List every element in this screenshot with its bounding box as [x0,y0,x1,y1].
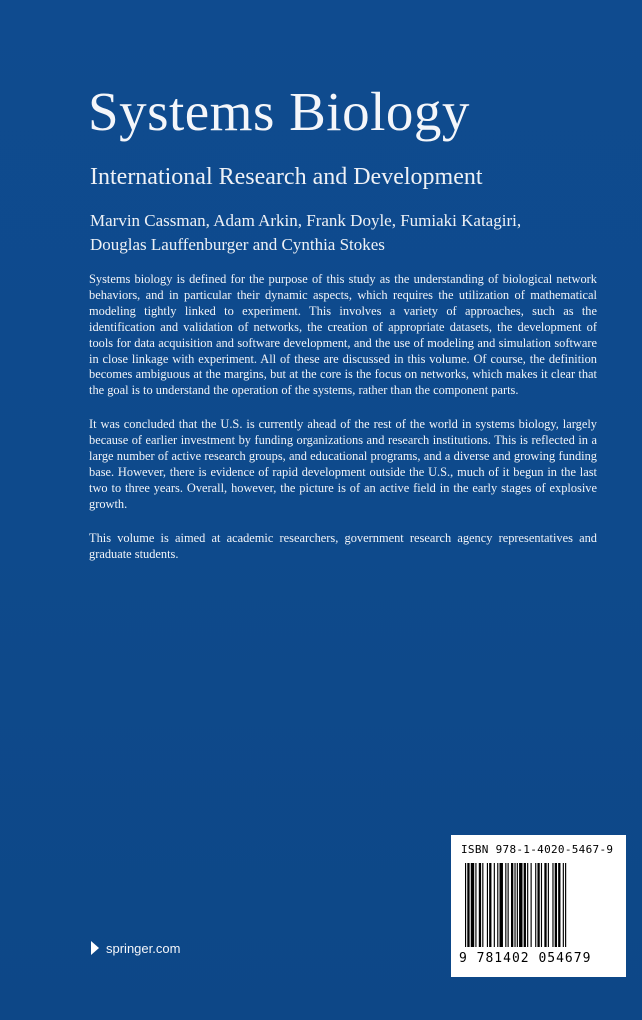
publisher-website[interactable]: springer.com [106,940,181,956]
description-paragraph-3: This volume is aimed at academic researchers, government research agency representatives and graduate students. [89,530,597,561]
barcode-bars [463,863,613,947]
description-paragraph-2: It was concluded that the U.S. is currently ahead of the rest of the world in systems biology, largely because of earlier investment by funding organizations and research institutions. This is reflected in a large number of active research groups, and educational programs, and a diverse and growing funding base. However, there is evidence of rapid development outside the U.S., much of it begun in the last two to three years. Overall, however, the picture is of an active field in the early stages of explosive growth. [89,417,597,511]
book-description [89,272,597,581]
book-title: Systems Biology [88,81,470,142]
authors-line-1: Marvin Cassman, Adam Arkin, Frank Doyle, Fumiaki Katagiri, [90,211,522,230]
ean-digits: 9 781402 054679 [459,951,592,966]
authors-line-2: Douglas Lauffenburger and Cynthia Stokes [90,235,385,254]
isbn-label: ISBN 978-1-4020-5467-9 [461,843,614,856]
book-subtitle: International Research and Development [90,164,483,190]
author-list [90,209,590,257]
isbn-barcode [451,835,626,977]
publisher-link[interactable] [90,940,180,956]
chevron-right-icon [90,940,100,956]
description-paragraph-1: Systems biology is defined for the purpose of this study as the understanding of biological network behaviors, and in particular their dynamic aspects, which requires the utilization of mathematical modeling tightly linked to experiment. This involves a variety of approaches, such as the identification and validation of networks, the creation of appropriate datasets, the development of tools for data acquisition and software development, and the use of modeling and simulation software in close linkage with experiment. All of these are discussed in this volume. Of course, the definition becomes ambiguous at the margins, but at the core is the focus on networks, which makes it clear that the goal is to understand the operation of the systems, rather than the component parts. [89,272,597,398]
